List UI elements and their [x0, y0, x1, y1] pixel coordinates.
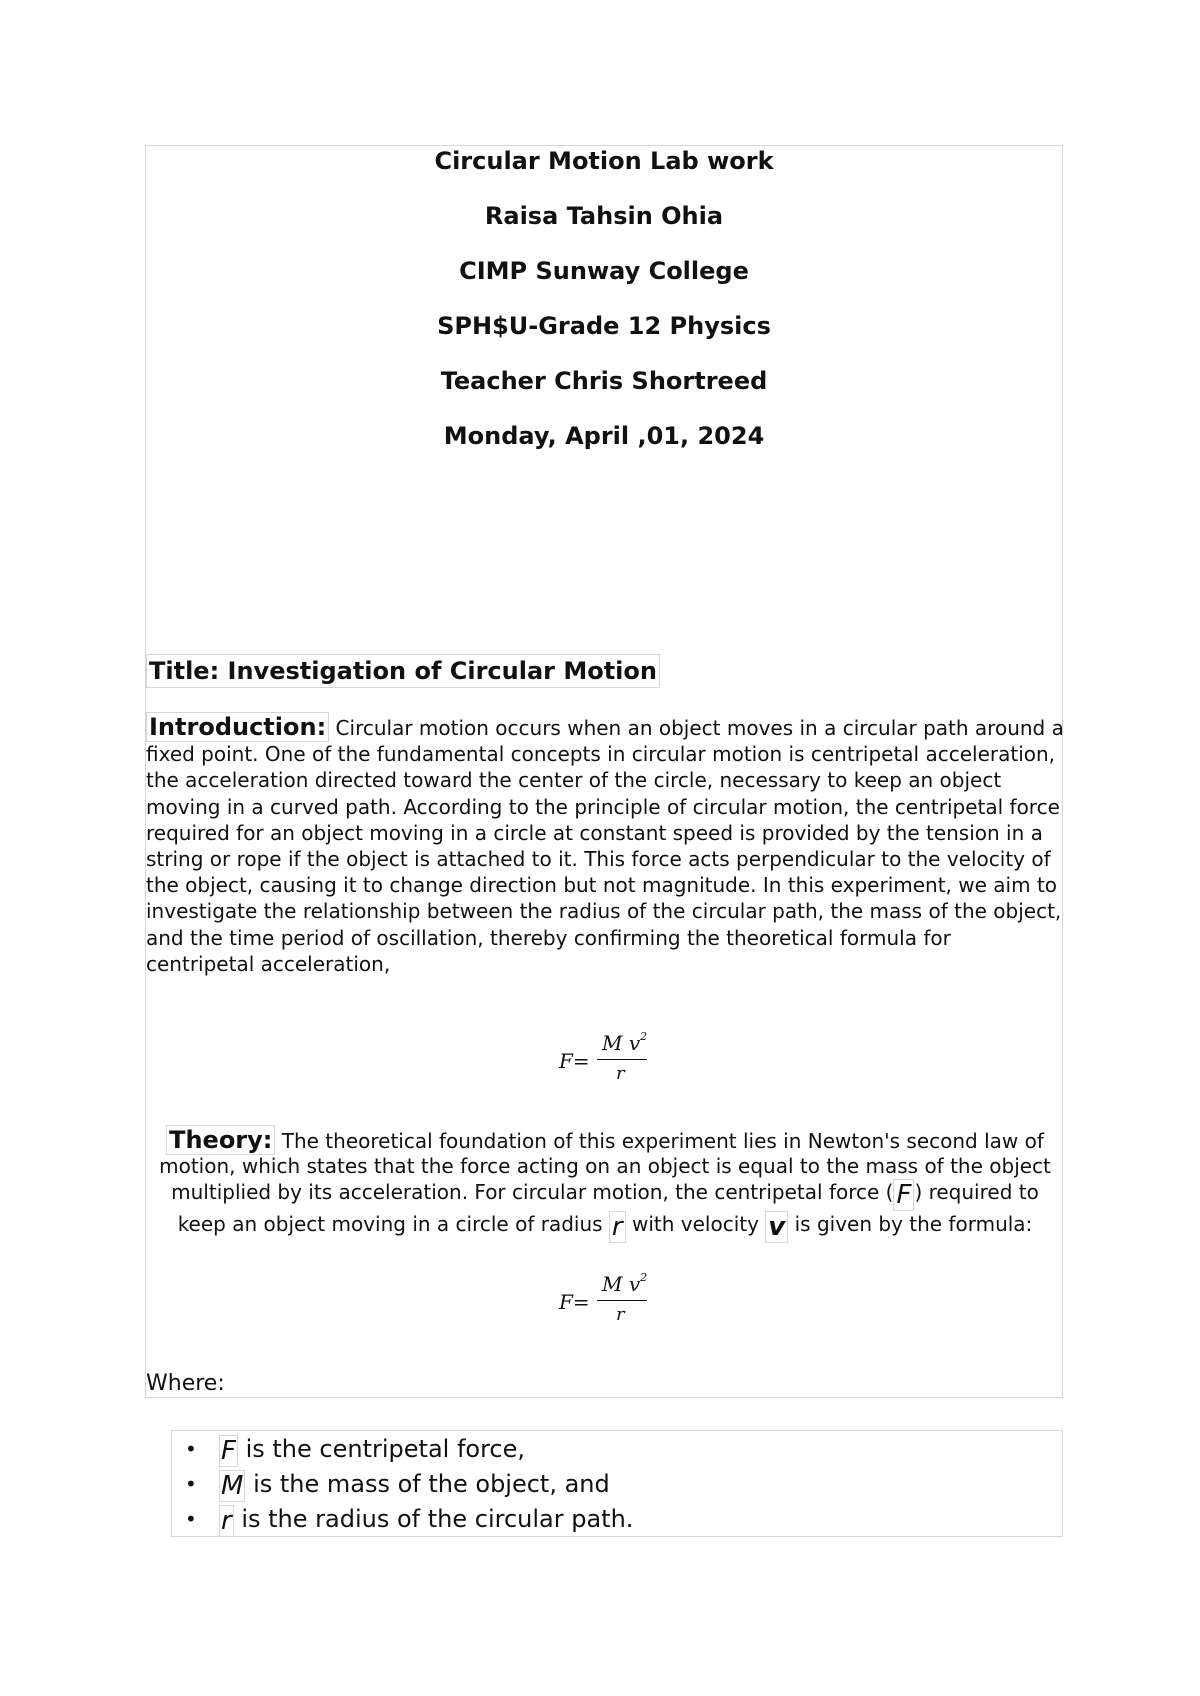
variable-v: v: [765, 1211, 788, 1243]
theory-text-2: ) required to keep an object moving in a circle of radius: [177, 1180, 1039, 1236]
author-name: Raisa Tahsin Ohia: [484, 202, 724, 230]
formula-denominator: r: [616, 1304, 625, 1325]
symbol: r: [221, 1506, 232, 1536]
centripetal-formula-1: [559, 1031, 649, 1091]
formula-lhs: F=: [559, 1290, 590, 1314]
bullet-icon: •: [185, 1437, 197, 1461]
bullet-icon: •: [185, 1472, 197, 1496]
section-title: Title: Investigation of Circular Motion: [146, 654, 660, 688]
theory-paragraph: [146, 1128, 1064, 1243]
theory-text-1: The theoretical foundation of this experiment lies in Newton's second law of motion, which states that the force acting on an object is equal to the mass of the object multiplied by its acceleration. For circular motion, the centripetal force (: [159, 1129, 1051, 1204]
introduction-paragraph: [146, 714, 1064, 977]
introduction-text: Circular motion occurs when an object moves in a circular path around a fixed point. One of the fundamental concepts in circular motion is centripetal acceleration, the acceleration directed toward the center of the circle, necessary to keep an object moving in a curved path. According to the principle of circular motion, the centripetal force required for an object moving in a circle at constant speed is provided by the tension in a string or rope if the object is attached to it. This force acts perpendicular to the velocity of the object, causing it to change direction but not magnitude. In this experiment, we aim to investigate the relationship between the radius of the circular path, the mass of the object, and the time period of oscillation, thereby confirming the theoretical formula for centripetal acceleration,: [146, 716, 1064, 976]
school-name: CIMP Sunway College: [459, 257, 749, 285]
formula-denominator: r: [616, 1063, 625, 1084]
doc-title: Circular Motion Lab work: [434, 147, 774, 175]
formula-numerator: M $v^2$: [602, 1271, 648, 1296]
fraction-bar: [597, 1059, 647, 1060]
list-item: [171, 1432, 633, 1467]
symbol: M: [221, 1471, 244, 1501]
definitions-list: [171, 1432, 633, 1537]
definition-text: is the centripetal force,: [237, 1435, 526, 1463]
theory-label: Theory:: [166, 1125, 275, 1155]
formula-numerator: M $v^2$: [602, 1030, 648, 1055]
theory-text-4: is given by the formula:: [788, 1212, 1033, 1236]
teacher-name: Teacher Chris Shortreed: [440, 367, 768, 395]
course-name: SPH$U-Grade 12 Physics: [437, 312, 771, 340]
list-item: [171, 1502, 633, 1537]
list-item: [171, 1467, 633, 1502]
definition-text: is the radius of the circular path.: [233, 1505, 634, 1533]
submission-date: Monday, April ,01, 2024: [443, 422, 765, 450]
centripetal-formula-2: [559, 1272, 649, 1332]
formula-lhs: F=: [559, 1049, 590, 1073]
theory-text-3: with velocity: [625, 1212, 766, 1236]
bullet-icon: •: [185, 1507, 197, 1531]
fraction-bar: [597, 1300, 647, 1301]
introduction-label: Introduction:: [146, 712, 329, 742]
where-label: Where:: [146, 1371, 225, 1396]
variable-r: r: [609, 1211, 626, 1243]
definition-text: is the mass of the object, and: [245, 1470, 610, 1498]
variable-f: F: [893, 1179, 914, 1211]
symbol: F: [221, 1436, 236, 1466]
